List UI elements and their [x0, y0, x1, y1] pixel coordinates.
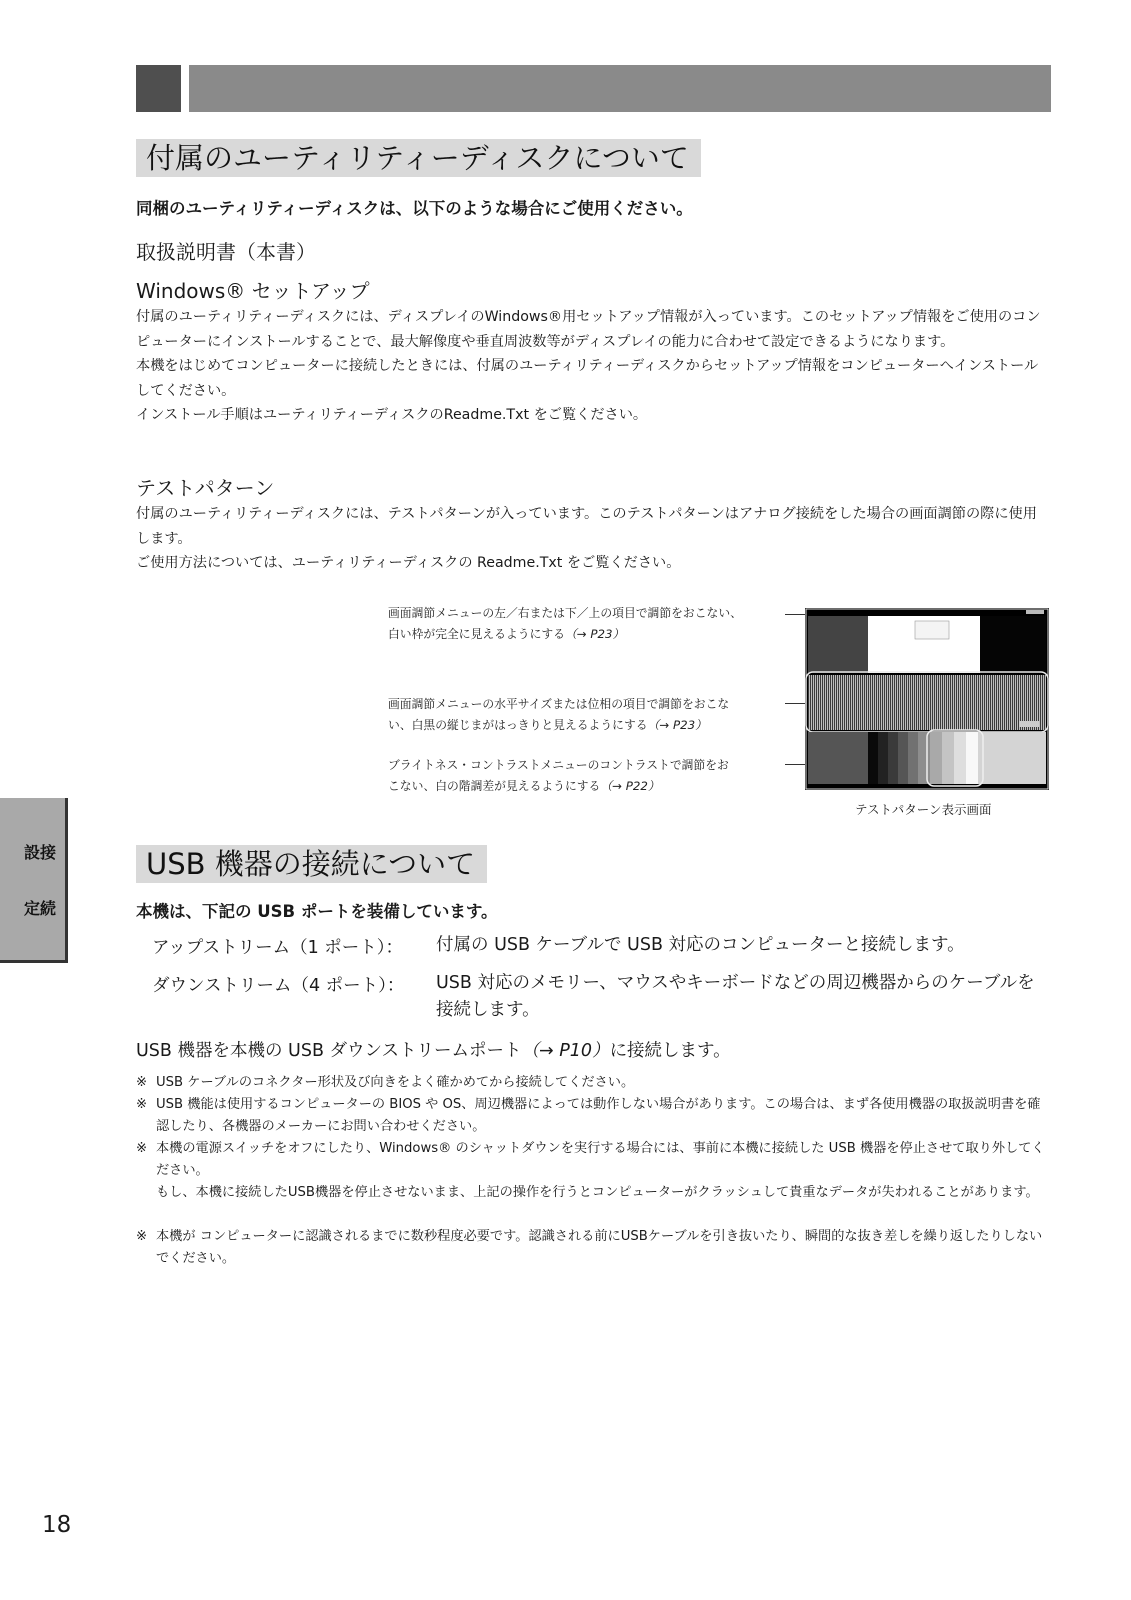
note-text: 本機の電源スイッチをオフにしたり、Windows® のシャットダウンを実行する場合には、事前に本機に接続した USB 機器を停止させて取り外してください。: [156, 1141, 1045, 1178]
usb-note: [136, 1094, 1051, 1138]
manual-heading: 取扱説明書（本書）: [136, 240, 316, 264]
usb-note: [136, 1226, 1051, 1270]
caption-page-ref: （→ P23）: [564, 627, 625, 641]
note-mark: ※: [136, 1229, 148, 1244]
caption-line: [388, 715, 729, 736]
figure-caption-frame: [388, 603, 742, 645]
leader-line: [785, 614, 807, 615]
test-pattern-heading: テストパターン: [136, 476, 275, 500]
note-text: 本機が コンピューターに認識されるまでに数秒程度必要です。認識される前にUSBケーブルを引き抜いたり、瞬間的な抜き差しを繰り返したりしないでください。: [156, 1229, 1043, 1266]
connect-text: に接続します。: [609, 1041, 731, 1061]
note-mark: ※: [136, 1141, 148, 1156]
caption-line: 画面調節メニューの水平サイズまたは位相の項目で調節をおこな: [388, 697, 730, 711]
usb-lead-text: 本機は、下記の USB ポートを装備しています。: [136, 902, 498, 921]
usb-note: [136, 1072, 1051, 1094]
note-mark: ※: [136, 1075, 148, 1090]
connect-text: USB 機器を本機の USB ダウンストリームポート: [136, 1041, 522, 1061]
section-title-utility-disk: 付属のユーティリティーディスクについて: [136, 139, 701, 177]
test-pattern-body: [136, 502, 1051, 576]
downstream-description: USB 対応のメモリー、マウスやキーボードなどの周辺機器からのケーブルを接続します。: [436, 973, 1035, 1020]
usb-connect-instruction: [136, 1037, 731, 1062]
upstream-label: アップストリーム（1 ポート）：: [152, 938, 404, 958]
caption-text: こない、白の階調差が見えるようにする: [388, 779, 601, 793]
caption-line: ブライトネス・コントラストメニューのコントラストで調節をお: [388, 758, 729, 772]
windows-setup-paragraph: 付属のユーティリティーディスクには、ディスプレイのWindows®用セットアップ情報が入っています。このセットアップ情報をご使用のコンピューターにインストールすることで、最大解像度や垂直周波数等がディスプレイの能力に合わせて設定できるようになります。: [136, 309, 1041, 350]
utility-lead-text: 同梱のユーティリティーディスクは、以下のような場合にご使用ください。: [136, 199, 693, 218]
note-text: USB ケーブルのコネクター形状及び向きをよく確かめてから接続してください。: [156, 1075, 635, 1090]
windows-setup-body: [136, 305, 1051, 428]
note-mark: ※: [136, 1097, 148, 1112]
caption-text: 白い枠が完全に見えるようにする: [388, 627, 565, 641]
header-bar: [189, 65, 1051, 112]
connect-page-ref: （→ P10）: [521, 1041, 610, 1061]
section-title-usb: USB 機器の接続について: [136, 845, 487, 883]
test-pattern-paragraph: ご使用方法については、ユーティリティーディスクの Readme.Txt をご覧ください。: [136, 555, 681, 571]
side-tab-line: 定続: [24, 899, 57, 918]
caption-page-ref: （→ P22）: [600, 779, 660, 793]
caption-line: [388, 624, 742, 645]
downstream-label: ダウンストリーム（4 ポート）：: [152, 976, 405, 996]
figure-caption-contrast: [388, 755, 729, 797]
test-pattern-paragraph: 付属のユーティリティーディスクには、テストパターンが入っています。このテストパターンはアナログ接続をした場合の画面調節の際に使用します。: [136, 506, 1037, 547]
caption-text: い、白黒の縦じまがはっきりと見えるようにする: [388, 718, 648, 732]
upstream-description: 付属の USB ケーブルで USB 対応のコンピューターと接続します。: [436, 935, 965, 955]
header-block: [136, 65, 181, 112]
side-chapter-tab: [0, 798, 68, 963]
note-text: USB 機能は使用するコンピューターの BIOS や OS、周辺機器によっては動作しない場合があります。この場合は、まず各使用機器の取扱説明書を確認したり、各機器のメーカーにお問い合わせください。: [156, 1097, 1041, 1134]
windows-setup-paragraph: 本機をはじめてコンピューターに接続したときには、付属のユーティリティーディスクからセットアップ情報をコンピューターへインストールしてください。: [136, 358, 1039, 399]
figure-caption-stripes: [388, 694, 729, 736]
side-tab-line: 設接: [24, 843, 57, 862]
page-number: 18: [42, 1512, 72, 1538]
test-pattern-image: [805, 608, 1049, 790]
note-text: もし、本機に接続したUSB機器を停止させないまま、上記の操作を行うとコンピューターがクラッシュして貴重なデータが失われることがあります。: [156, 1185, 1039, 1200]
windows-setup-heading: Windows® セットアップ: [136, 279, 370, 303]
windows-setup-paragraph: インストール手順はユーティリティーディスクのReadme.Txt をご覧ください。: [136, 407, 648, 423]
leader-line: [785, 703, 807, 704]
test-pattern-graphic: [805, 608, 1049, 790]
caption-page-ref: （→ P23）: [647, 718, 707, 732]
usb-note: [136, 1138, 1051, 1204]
caption-line: 画面調節メニューの左／右または下／上の項目で調節をおこない、: [388, 606, 742, 620]
test-pattern-caption: テストパターン表示画面: [855, 802, 992, 817]
caption-line: [388, 776, 729, 797]
